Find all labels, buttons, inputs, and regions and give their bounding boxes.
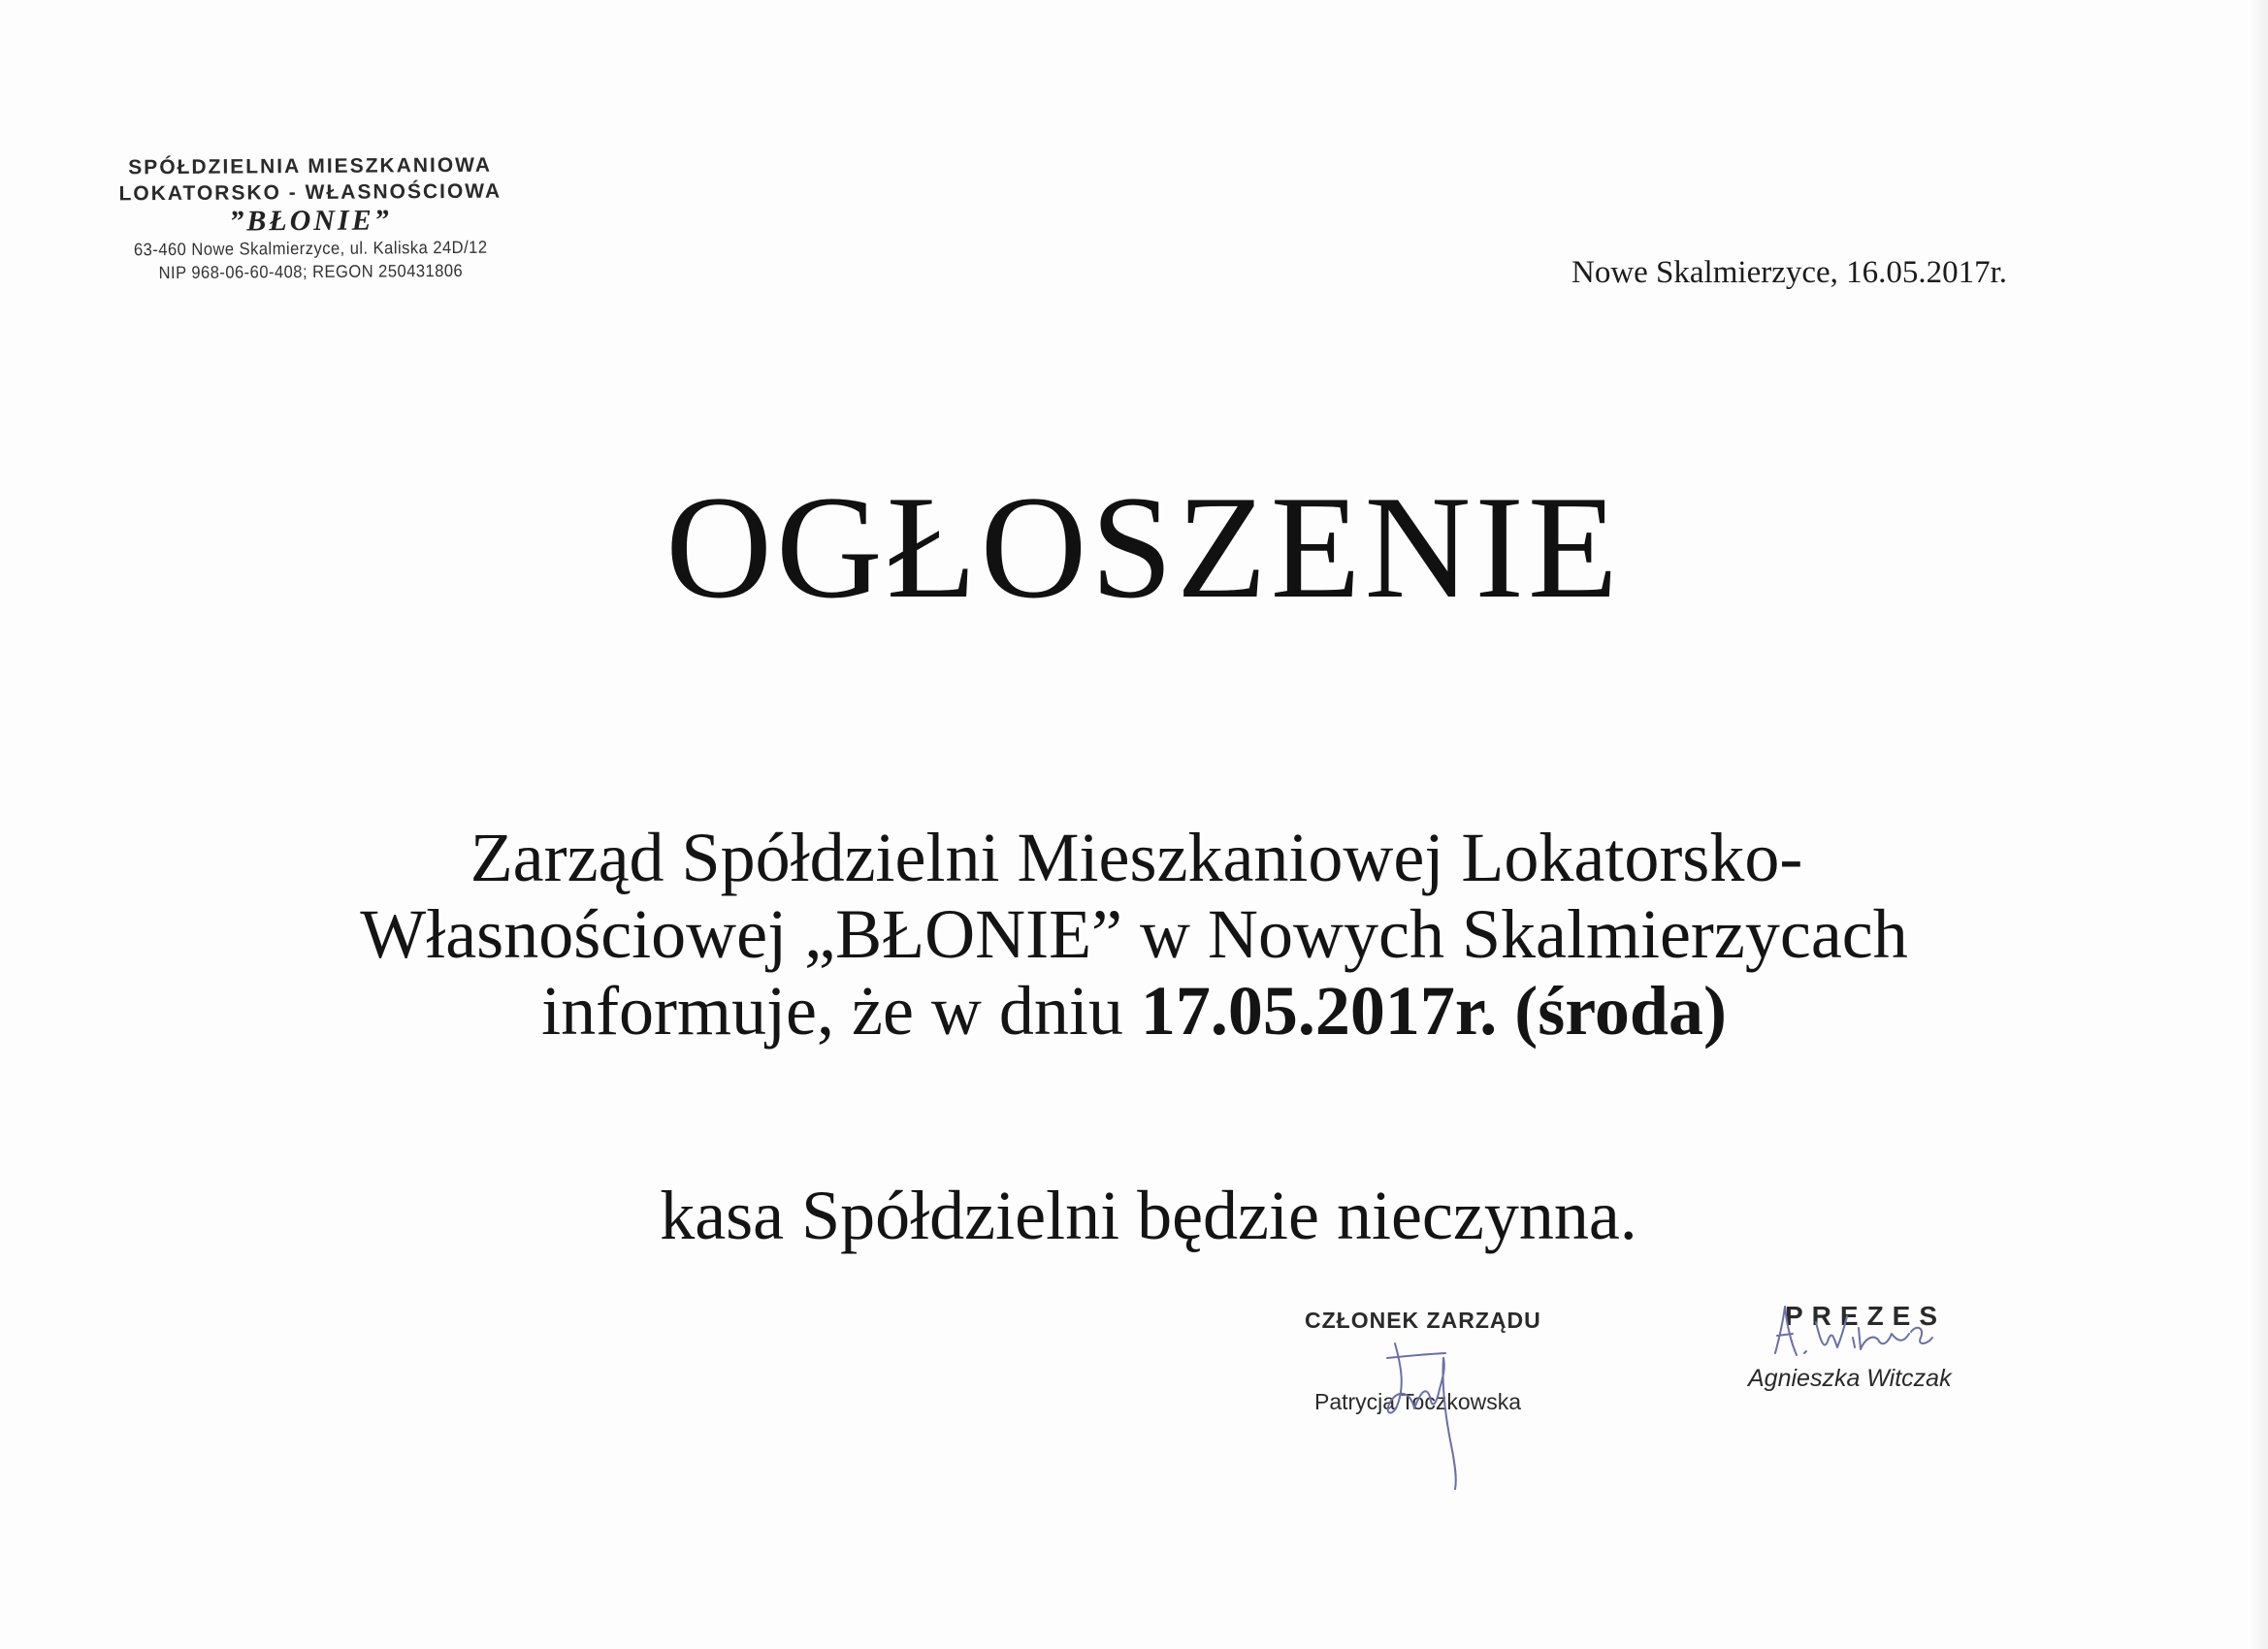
stamp-line-2: LOKATORSKO - WŁASNOŚCIOWA: [118, 179, 502, 206]
body-line-1: Zarząd Spółdzielni Mieszkaniowej Lokatorsko-: [470, 819, 1803, 896]
handwritten-signature-right: [1736, 1295, 2018, 1411]
company-stamp: [58, 151, 564, 285]
stamp-ids: NIP 968-06-60-408; REGON 250431806: [158, 260, 464, 283]
signature-block-president: [1736, 1295, 2018, 1411]
board-member-role: CZŁONEK ZARZĄDU: [1305, 1308, 1541, 1333]
signature-block-board-member: [1290, 1300, 1591, 1494]
place-date: Nowe Skalmierzyce, 16.05.2017r.: [1571, 255, 2008, 290]
stamp-address: 63-460 Nowe Skalmierzyce, ul. Kaliska 24D/12: [133, 237, 488, 260]
president-role: PREZES: [1785, 1301, 1947, 1331]
board-member-name: Patrycja Toczkowska: [1314, 1389, 1522, 1414]
president-name: Agnieszka Witczak: [1748, 1365, 1952, 1392]
announcement-body: [0, 820, 2268, 1050]
handwritten-signature-left: [1290, 1300, 1591, 1494]
stamp-name: ”BŁONIE”: [229, 204, 392, 238]
body-line-3-prefix: informuje, że w dniu: [541, 972, 1141, 1050]
body-line-3: [0, 973, 2268, 1050]
body-line-2: Własnościowej „BŁONIE” w Nowych Skalmierzycach: [360, 895, 1908, 973]
closing-line: kasa Spółdzielni będzie nieczynna.: [660, 1177, 1637, 1254]
document-title: OGŁOSZENIE: [665, 466, 1622, 629]
closure-date: 17.05.2017r. (środa): [1140, 972, 1727, 1050]
stamp-line-1: SPÓŁDZIELNIA MIESZKANIOWA: [128, 153, 493, 179]
